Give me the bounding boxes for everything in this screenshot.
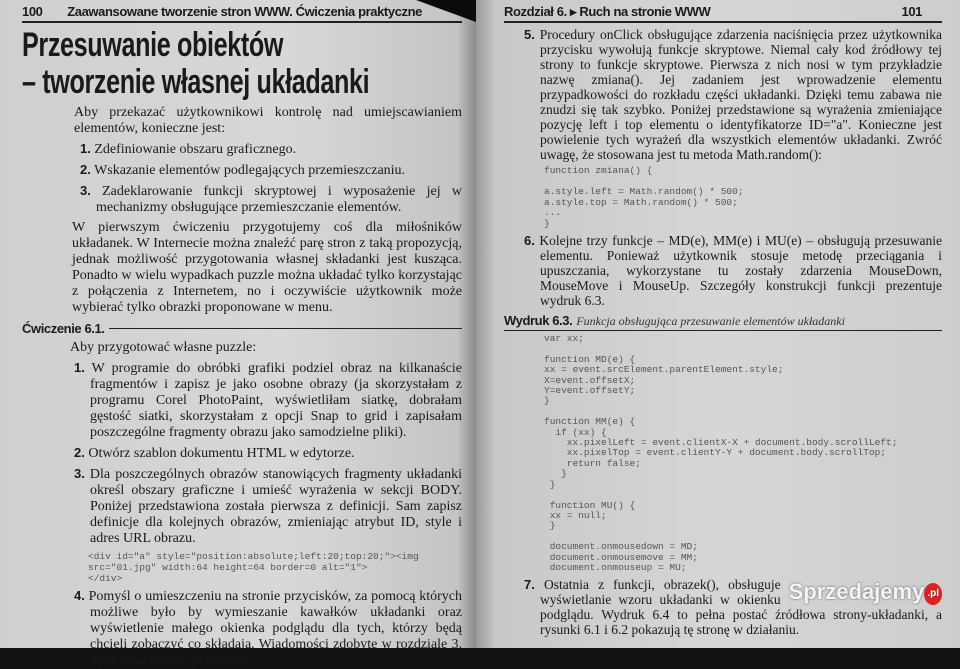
exercise-rule [109, 328, 462, 329]
list-item: 4. Pomyśl o umieszczeniu na stronie przycisków, za pomocą których możliwe było by wymieszanie kawałków układanki oraz wyświetlenie małego okienka podglądu dla tych, którzy będą chcieli zobaczyć co składają. Wiadomości zdobyte w rozdziale 3. będą teraz bardzo przydatne. [74, 588, 462, 668]
list-item: Sprzedajemy .pl 7. Ostatnia z funkcji, obrazek(), obsługuje wyświetlanie wzoru układanki w okienku podglądu. Wydruk 6.4 to pełna postać źródłowa strony-układanki, a rysunki 6.1 i 6.2 pokazują tę stronę w działaniu. [524, 577, 942, 638]
code-block: <div id="a" style="position:absolute;left:20;top:20;"><img src="01.jpg" width:64 height=64 border=0 alt="1"> </div> [88, 551, 419, 584]
list-item: 1. Zdefiniowanie obszaru graficznego. [80, 141, 297, 157]
running-head: Zaawansowane tworzenie stron WWW. Ćwiczenia praktyczne [67, 4, 422, 19]
exercise-intro: Aby przygotować własne puzzle: [70, 340, 257, 355]
list-item: 2. Wskazanie elementów podlegających przemieszczaniu. [80, 162, 406, 178]
code-block: function zmiana() { a.style.left = Math.random() * 500; a.style.top = Math.random() * 500; ... } [544, 165, 744, 229]
page-number: 100 [22, 4, 43, 19]
right-page [476, 0, 960, 648]
exercise-steps [74, 360, 462, 669]
list-item: 6. Kolejne trzy funkcje – MD(e), MM(e) i MU(e) – obsługują przesuwanie elementu. Ponieważ użytkownik stosuje metodę przeciągania i upuszczania, wykorzystane tu zostały zdarzenia MouseDown, MouseMove i MouseUp. Szczegóły konstrukcji funkcji prezentuje wydruk 6.3. [524, 233, 943, 308]
intro-paragraph: Aby przekazać użytkownikowi kontrolę nad umiejscawianiem elementów, konieczne jest: [74, 105, 462, 136]
page-header [22, 4, 462, 23]
watermark-logo: Sprzedajemy .pl [789, 579, 942, 605]
steps-list [80, 141, 462, 216]
code-listing: var xx; function MD(e) { xx = event.srcElement.parentElement.style; X=event.offsetX; Y=event.offsetY; } function MM(e) { if (xx) { xx.pixelLeft = event.clientX-X + document.body.scrollLeft; xx.pixelTop = event.clientY-Y + document.body.scrollTop; return false; } } function MU() { xx = null; } document.onmousedown = MD; document.onmousemove = MM; document.onmouseup = MU; [544, 333, 898, 573]
chapter-title-line2: – tworzenie własnej układanki [22, 63, 370, 101]
listing-label: Wydruk 6.3. [504, 313, 573, 328]
list-item: 3. Dla poszczególnych obrazów stanowiących fragmenty układanki określ obszary graficzne i umieść wyrażenia w sekcji BODY. Poniżej przedstawiona została pierwsza z definicji. Sam zapisz definicje dla kolejnych obrazów, zmieniając atrybut ID, style i adres URL obrazu. [74, 466, 463, 546]
list-item: 3. Zadeklarowanie funkcji skryptowej i wyposażenie jej w mechanizmy obsługujące przemieszczanie elementów. [80, 183, 463, 215]
listing-caption-text: Funkcja obsługująca przesuwanie elementów układanki [576, 314, 845, 328]
running-head: Rozdział 6. ▸ Ruch na stronie WWW [504, 4, 711, 19]
list-item: 1. W programie do obróbki grafiki podziel obraz na kilkanaście fragmentów i zapisz je jako osobne obrazy (ja skorzystałam z programu Corel PhotoPaint, wyświetliłam siatkę, dobrałam gęstość siatki, skorzystałam z opcji Snap to grid i zapisałam poszczególne fragmenty obrazu jako samodzielne pliki). [74, 360, 462, 440]
list-item: 5. Procedury onClick obsługujące zdarzenia naciśnięcia przez użytkownika przycisku wywołują funkcje skryptowe. Niemal cały kod źródłowy tej strony to funkcje skryptowe. Pierwsza z nich nosi w tym przykładzie nazwę zmiana(). Jej zadaniem jest wprowadzenie elementu przypadkowości do rozkładu części układanki. Dzięki temu zabawa nie znudzi się tak szybko. Poniżej przedstawione są wyrażenia zmieniające pozycję left i top elementu o identyfikatorze ID="a". Konieczne jest powielenie tych wyrażeń dla wszystkich elementów układanki. Zwróć uwagę, że stosowana jest tu metoda Math.random(): [524, 27, 943, 162]
listing-caption [504, 313, 942, 331]
list-item: 2. Otwórz szablon dokumentu HTML w edytorze. [74, 445, 355, 461]
body-paragraph: W pierwszym ćwiczeniu przygotujemy coś dla miłośników układanek. W Internecie można znaleźć parę stron z taką propozycją, jednak możliwość przygotowania własnej składanki jest kusząca. Ponadto w wielu wypadkach puzzle można układać tylko korzystając z połączenia z Internetem, no i oczywiście użytkownik może wybierać tylko obrazki proponowane w menu. [72, 220, 462, 315]
page-header [504, 4, 942, 23]
chapter-title-line1: Przesuwanie obiektów [22, 26, 284, 64]
left-page [0, 0, 476, 668]
exercise-label: Ćwiczenie 6.1. [22, 321, 105, 336]
page-number: 101 [901, 4, 922, 19]
exercise-header [22, 321, 462, 336]
